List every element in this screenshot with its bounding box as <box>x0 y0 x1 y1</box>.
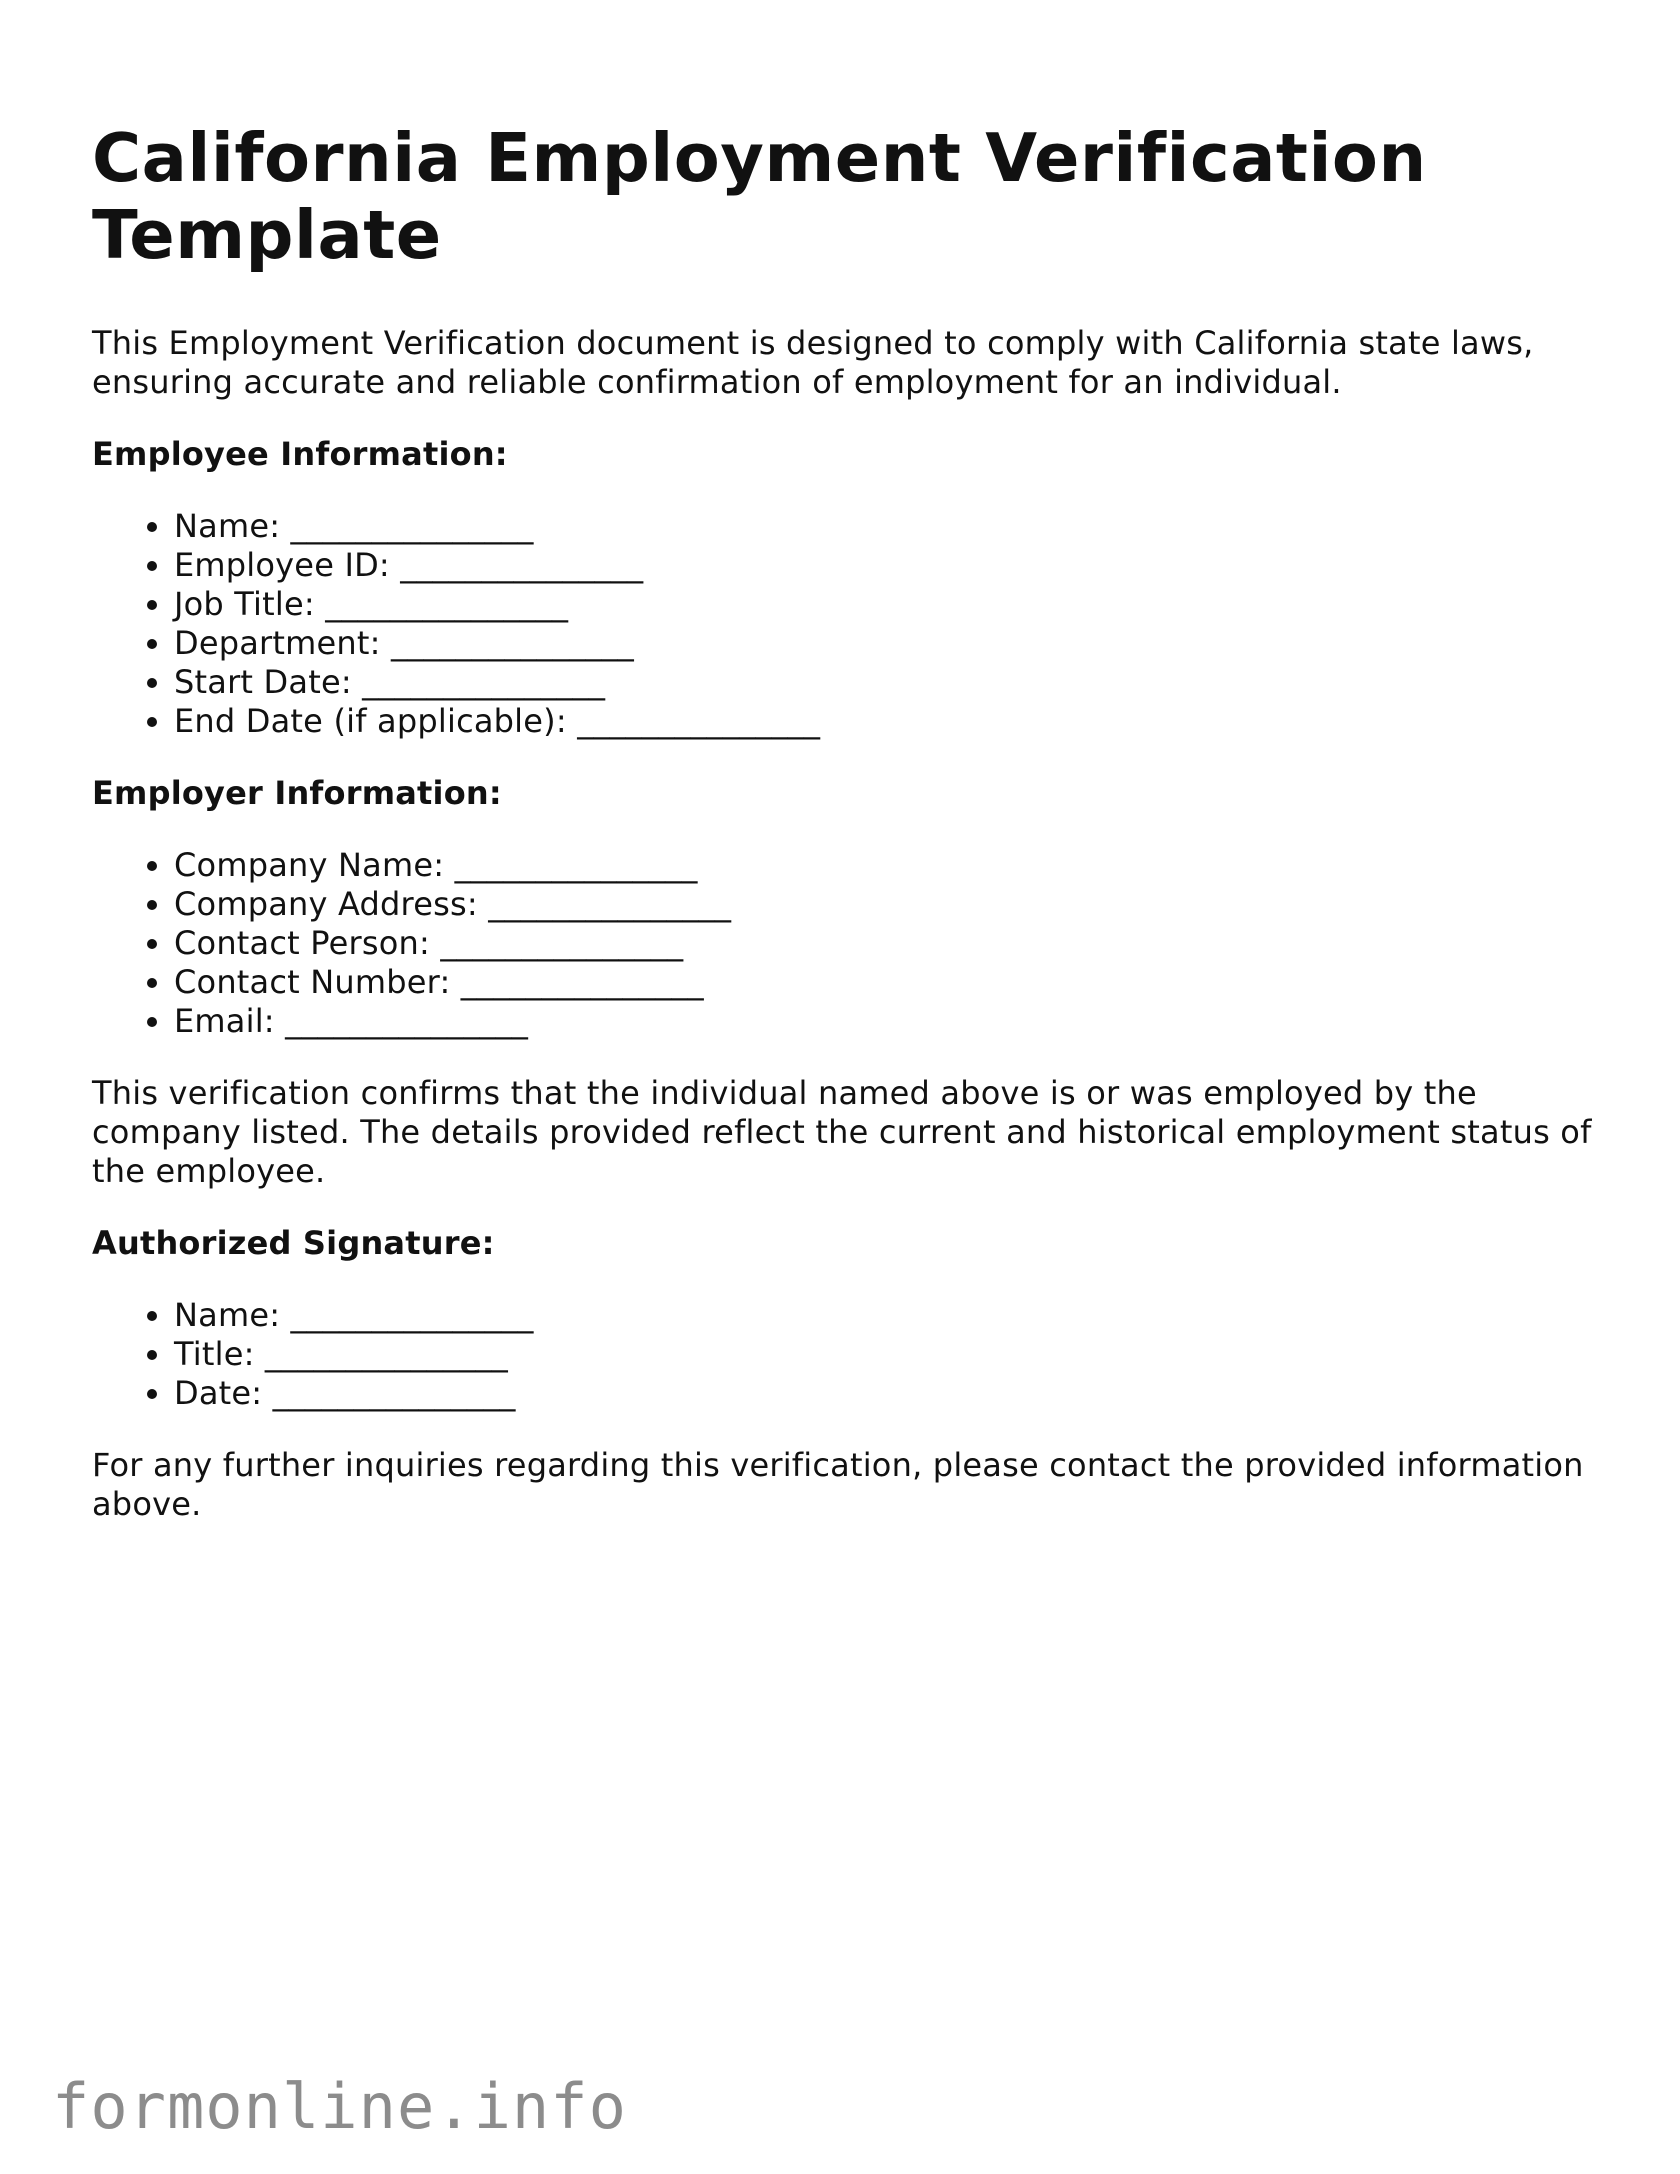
employee-section-heading: Employee Information: <box>92 435 508 473</box>
email-field: • Email: _______________ <box>174 1002 1592 1041</box>
start-date-field: • Start Date: _______________ <box>174 663 1592 702</box>
signature-date-field: • Date: _______________ <box>174 1374 1592 1413</box>
watermark: formonline.info <box>52 2070 627 2143</box>
employee-field-list <box>92 507 1592 741</box>
company-address-field: • Company Address: _______________ <box>174 885 1592 924</box>
confirmation-paragraph: This verification confirms that the individual named above is or was employed by the company listed. The details provided reflect the current and historical employment status of the employee. <box>92 1074 1592 1190</box>
intro-paragraph: This Employment Verification document is designed to comply with California state laws, ensuring accurate and reliable confirmation of employment for an individual. <box>92 324 1534 401</box>
employer-field-list <box>92 846 1592 1041</box>
signature-field-list <box>92 1296 1592 1413</box>
document-title: California Employment Verification Template <box>92 119 1427 274</box>
contact-person-field: • Contact Person: _______________ <box>174 924 1592 963</box>
end-date-field: • End Date (if applicable): _______________ <box>174 702 1592 741</box>
employee-id-field: • Employee ID: _______________ <box>174 546 1592 585</box>
contact-number-field: • Contact Number: _______________ <box>174 963 1592 1002</box>
job-title-field: • Job Title: _______________ <box>174 585 1592 624</box>
document-page <box>92 120 1592 1524</box>
department-field: • Department: _______________ <box>174 624 1592 663</box>
signature-section-heading: Authorized Signature: <box>92 1224 495 1262</box>
closing-paragraph: For any further inquiries regarding this verification, please contact the provided information above. <box>92 1446 1584 1523</box>
employer-section-heading: Employer Information: <box>92 774 502 812</box>
employee-name-field: • Name: _______________ <box>174 507 1592 546</box>
signer-name-field: • Name: _______________ <box>174 1296 1592 1335</box>
signer-title-field: • Title: _______________ <box>174 1335 1592 1374</box>
company-name-field: • Company Name: _______________ <box>174 846 1592 885</box>
